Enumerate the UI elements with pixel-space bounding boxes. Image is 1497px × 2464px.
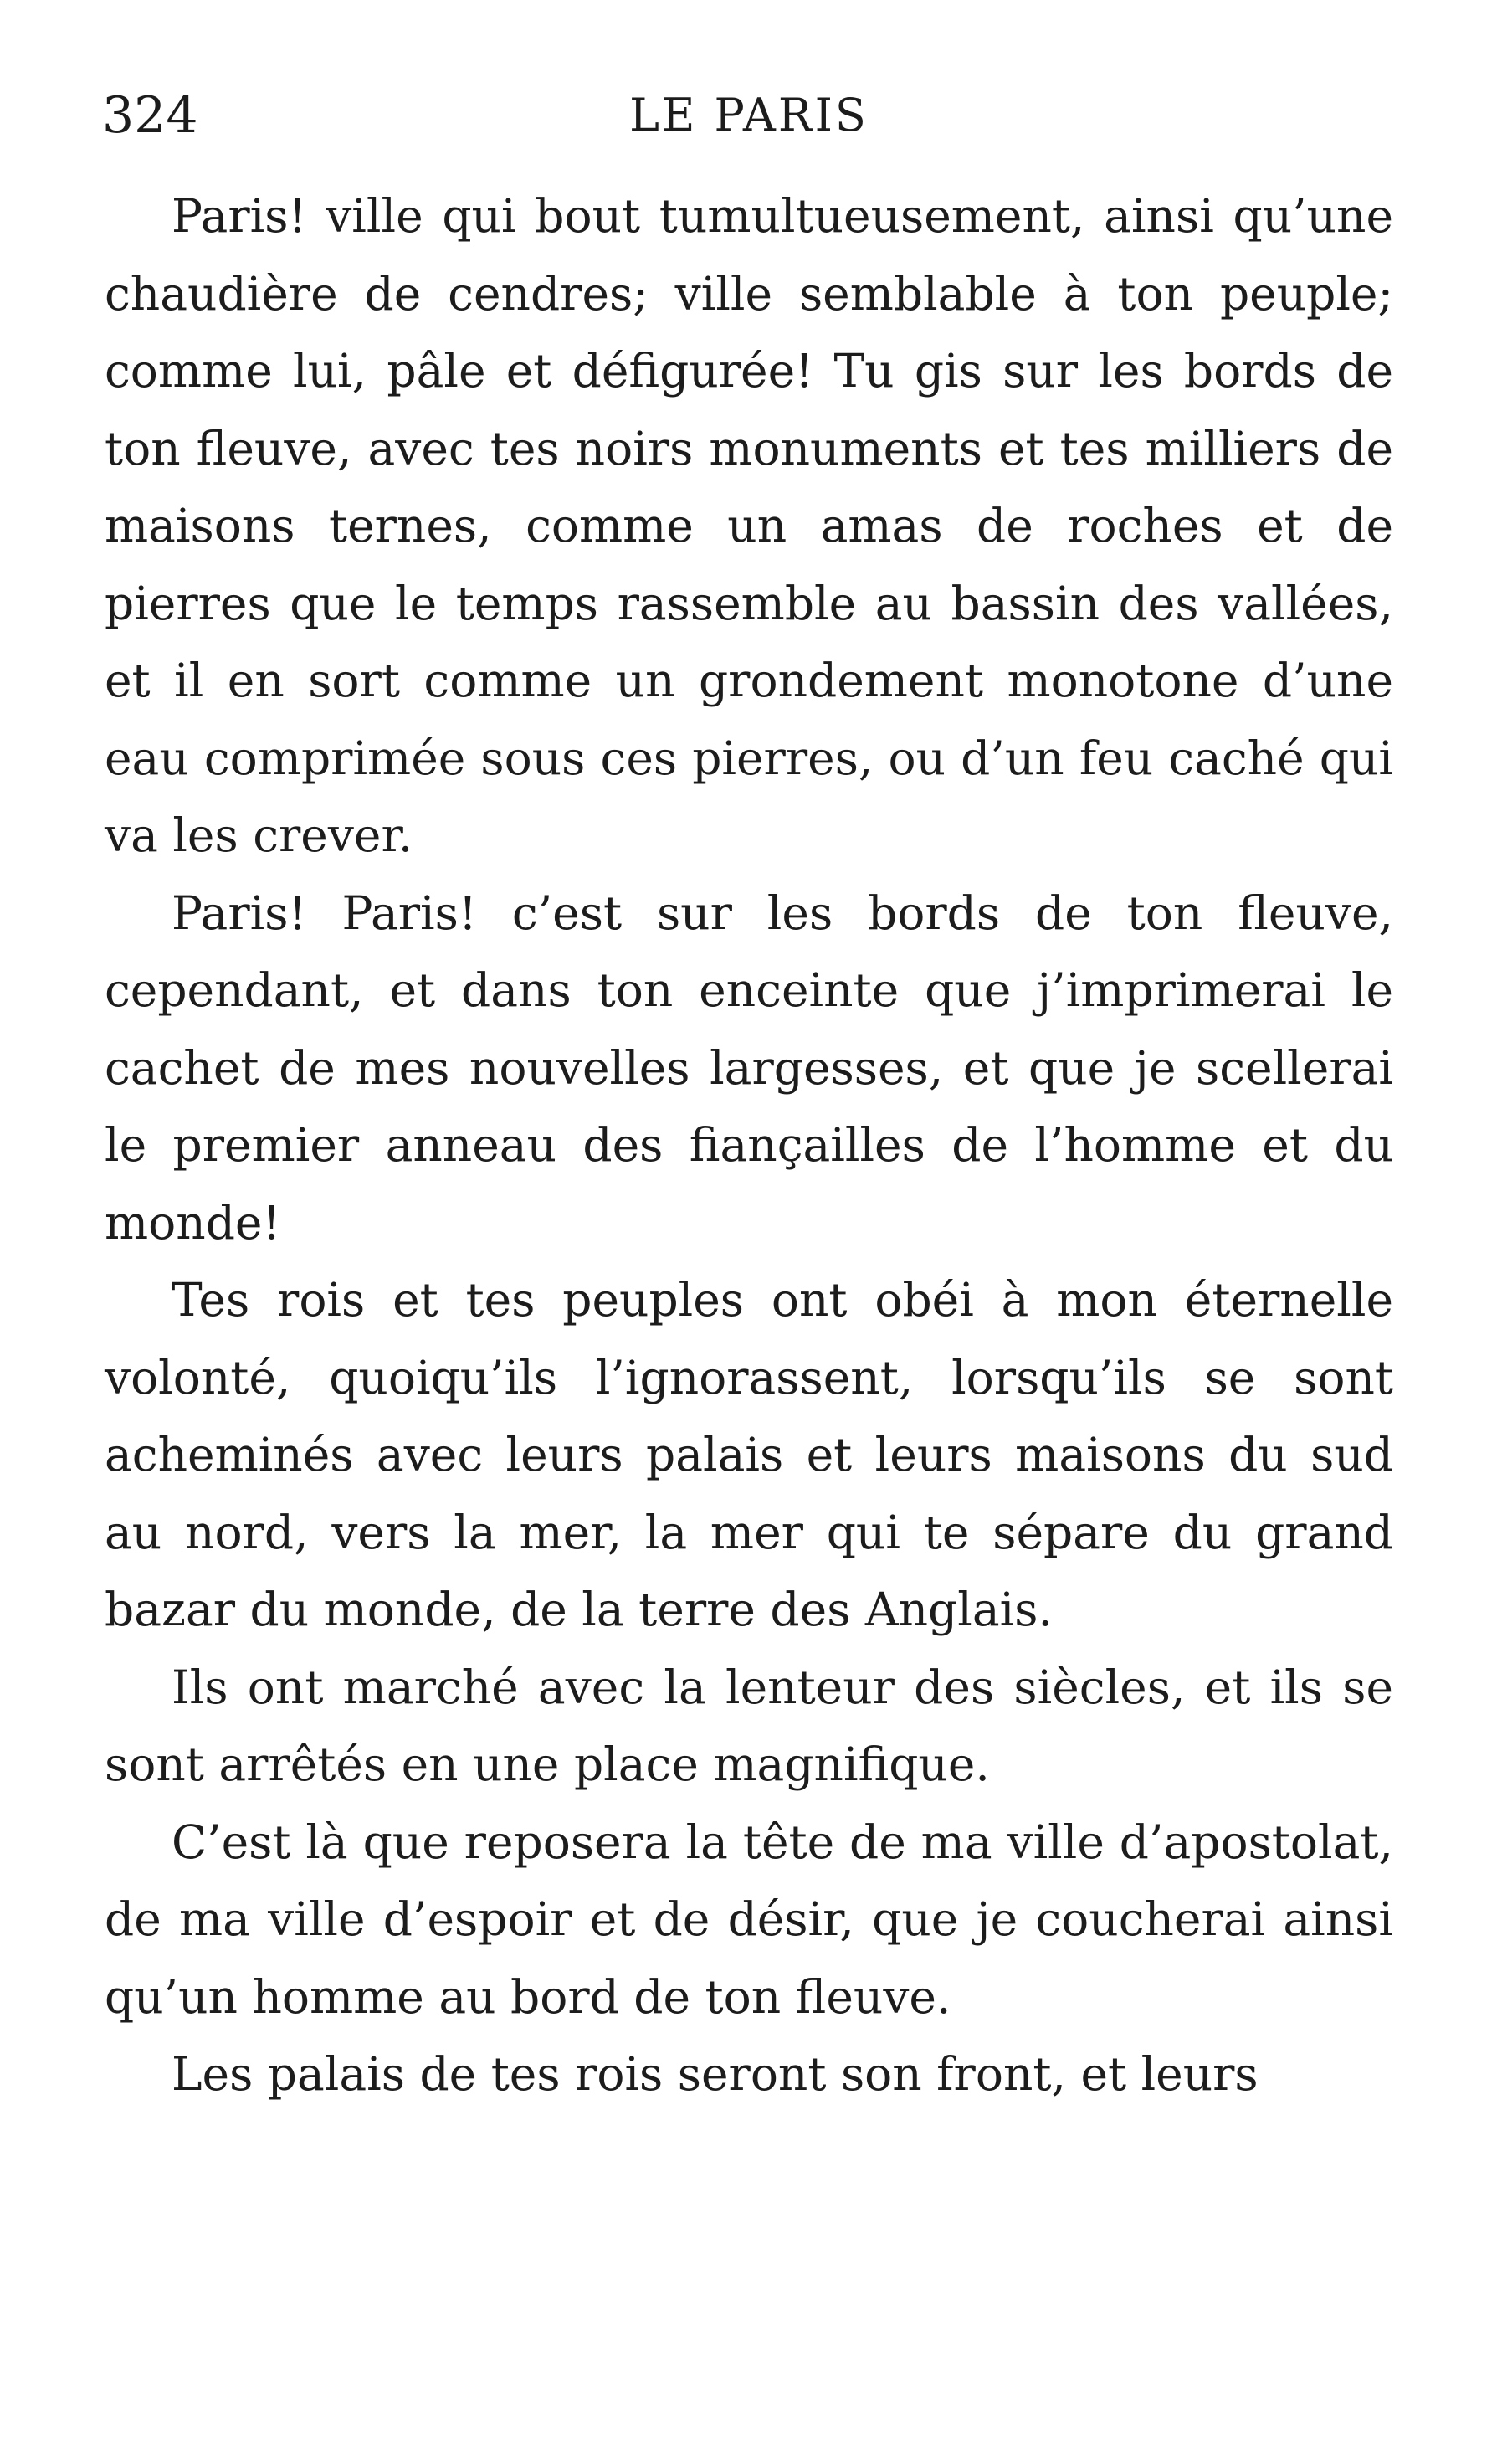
page-number: 324 <box>102 86 198 145</box>
paragraph: Paris! Paris! c’est sur les bords de ton fleuve, cependant, et dans ton enceinte que j’imprimerai le cachet de mes nouvelles largesses, et que je scellerai le premier anneau des fiançailles de l’homme et du monde! <box>105 886 1393 1250</box>
page-header <box>102 82 1396 149</box>
paragraph: Ils ont marché avec la lenteur des siècles, et ils se sont arrêtés en une place magnifique. <box>105 1660 1393 1791</box>
paragraph: Paris! ville qui bout tumultueusement, ainsi qu’une chaudière de cendres; ville semblable à ton peuple; comme lui, pâle et défigurée! Tu gis sur les bords de ton fleuve, avec tes noirs monuments et tes milliers de maisons ternes, comme un amas de roches et de pierres que le temps rassemble au bassin des vallées, et il en sort comme un grondement monotone d’une eau comprimée sous ces pierres, ou d’un feu caché qui va les crever. <box>105 189 1393 862</box>
body-text <box>105 177 1393 2113</box>
paragraph: C’est là que reposera la tête de ma ville d’apostolat, de ma ville d’espoir et de désir, que je coucherai ainsi qu’un homme au bord de ton fleuve. <box>105 1815 1393 2024</box>
running-title: LE PARIS <box>629 89 869 141</box>
paragraph: Les palais de tes rois seront son front, et leurs <box>172 2047 1259 2101</box>
paragraph: Tes rois et tes peuples ont obéi à mon éternelle volonté, quoiqu’ils l’ignorassent, lorsqu’ils se sont acheminés avec leurs palais et leurs maisons du sud au nord, vers la mer, la mer qui te sépare du grand bazar du monde, de la terre des Anglais. <box>105 1273 1393 1636</box>
